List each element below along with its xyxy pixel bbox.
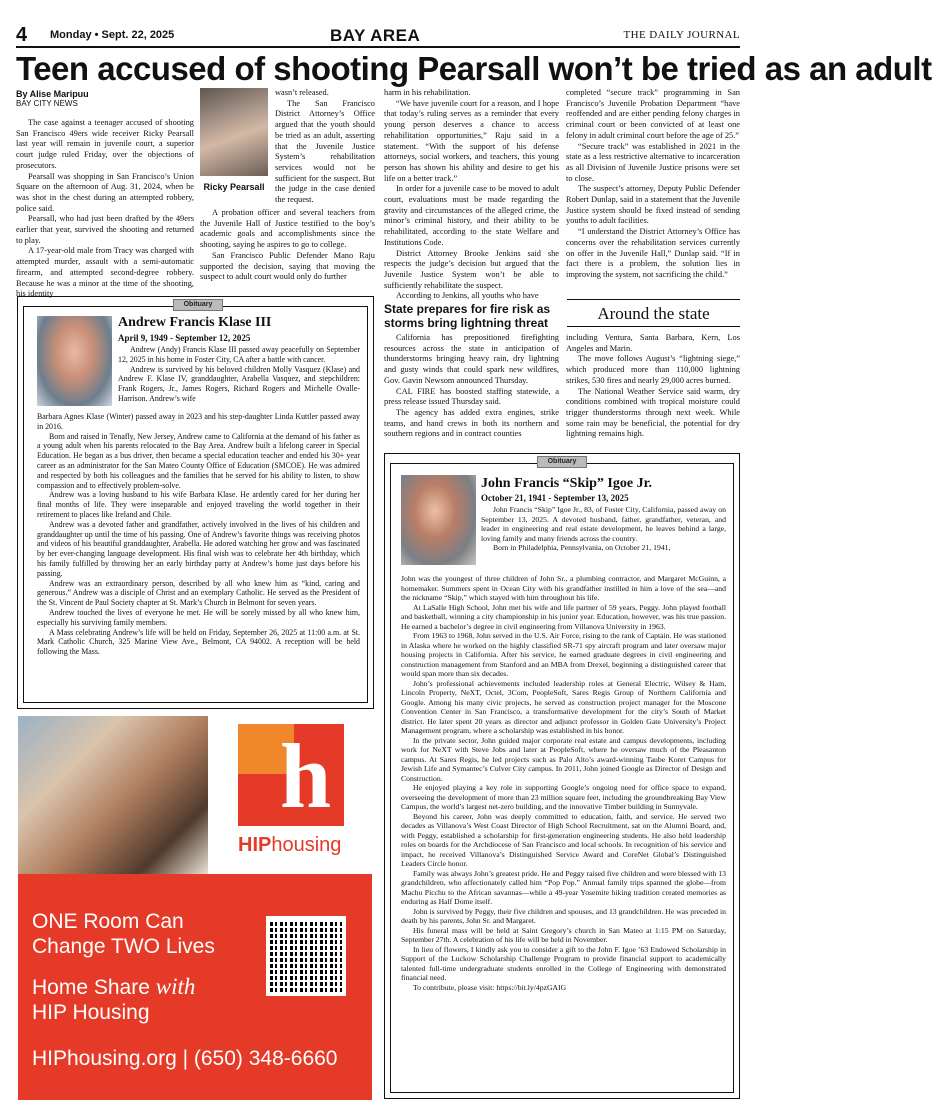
- photo-caption: Ricky Pearsall: [203, 182, 265, 192]
- paragraph: The San Francisco District Attorney’s Office argued that the youth should be tried as an adult, asserting that the Juvenile Justice System’s rehabilitation services would not be sufficient for the suspect. But the judge in the case denied the request.: [275, 98, 375, 205]
- ad-line-3-script: with: [155, 974, 196, 999]
- paragraph: Andrew was a devoted father and grandfather, actively involved in the lives of his children and granddaughter up until the time of his passing. One of Andrew’s favorite things was receiving photos and videos of his beautiful granddaughter, Arabella. He adored watching her grow and was fascinated by her ever-changing language development. His final wish was to celebrate her 4th birthday, which his family fulfilled by throwing her an early birthday party at Andrew’s home just days before his passing.: [37, 519, 360, 578]
- lead-column-4: [566, 88, 740, 281]
- lead-headline: Teen accused of shooting Pearsall won’t be tried as an adult: [16, 50, 932, 87]
- ad-line-3-text: Home Share: [32, 976, 156, 999]
- paragraph: His funeral mass will be held at Saint Gregory’s church in San Mateo at 1:15 PM on Saturday, September 27th. A celebration of his life will be held in November.: [401, 925, 726, 944]
- state-headline: State prepares for fire risk as storms bring lightning threat: [384, 302, 551, 330]
- paragraph: According to Jenkins, all youths who have: [396, 291, 539, 301]
- paragraph: In order for a juvenile case to be moved to adult court, evaluations must be made regarding the gravity and circumstances of the alleged crime, the minor’s criminal history, and their ability to be rehabilitated, according to the state Welfare and Institutions Code.: [384, 184, 559, 247]
- byline: By Alise Maripuu: [16, 89, 89, 99]
- paragraph: Born in Philadelphia, Pennsylvania, on October 21, 1941,: [493, 543, 671, 552]
- paragraph: Andrew touched the lives of everyone he met. He will be sorely missed by all who knew him, especially his surviving family members.: [37, 607, 360, 627]
- paragraph: John was the youngest of three children of John Sr., a plumbing contractor, and Margaret McGuinn, a homemaker. Summers spent in Ocean City with his grandfather instilled in him a love of the sea—and the nickname “Skip,” which stayed with him throughout his life.: [401, 574, 726, 602]
- paragraph: John Francis “Skip” Igoe Jr., 83, of Foster City, California, passed away on September 13, 2025. A devoted husband, father, grandfather, veteran, and leader in engineering and real estate development, he leaves behind a large, loving family and many friends across the country.: [481, 505, 726, 543]
- issue-date: Monday • Sept. 22, 2025: [50, 29, 175, 41]
- paragraph: A 17-year-old male from Tracy was charged with attempted murder, assault with a semi-automatic firearm, and attempted second-degree robbery. Because he was a minor at the time of the shooting, his identity: [16, 246, 194, 299]
- paragraph: Pearsall, who had just been drafted by the 49ers earlier that year, survived the shooting and returned to play.: [16, 214, 194, 245]
- header-rule: [16, 46, 740, 48]
- paragraph: “We have juvenile court for a reason, and I hope that today’s ruling serves as a reminder that every young person deserves a chance to access rehabilitation opportunities,” Raju said in a statement. “With the support of his defense attorneys, social workers, and teachers, this young person has shown his ability and desire to get his life on a better track.”: [384, 98, 559, 183]
- state-column-1: [384, 333, 559, 440]
- paragraph: completed “secure track” programming in San Francisco’s Juvenile Probation Department “have reoffended and are either pending felony charges in criminal court or been convicted of at least one felony in adult criminal court before the age of 25.”: [566, 88, 740, 140]
- paragraph: John is survived by Peggy, their five children and spouses, and 13 grandchildren. He was preceded in death by his parents, John Sr. and Margaret.: [401, 906, 726, 925]
- page-number: 4: [16, 24, 28, 46]
- paragraph: Pearsall was shopping in San Francisco’s Union Square on the afternoon of Aug. 31, 2024, when he was shot in the chest during an attempted robbery, police said.: [16, 171, 194, 213]
- obituary-dates: October 21, 1941 - September 13, 2025: [481, 493, 629, 503]
- paragraph: CAL FIRE has boosted staffing statewide, a press release issued Thursday said.: [384, 386, 559, 407]
- paragraph: The National Weather Service said warm, dry conditions combined with tropical moisture could trigger thunderstorms through next week. While some rain may be beneficial, the potential for dry lightning remains high.: [566, 386, 740, 439]
- lead-column-2a: [275, 88, 375, 206]
- obituary-tag: Obituary: [537, 456, 587, 468]
- paragraph: Andrew (Andy) Francis Klase III passed away peacefully on September 12, 2025 in his home in Foster City, CA after a battle with cancer.: [118, 345, 360, 364]
- obituary-intro: [481, 505, 726, 553]
- ad-line-4: HIP Housing: [32, 1001, 150, 1024]
- logo-suffix: housing: [271, 834, 342, 856]
- state-column-2: [566, 333, 740, 440]
- lead-column-1: [16, 118, 194, 300]
- logo-letter-h: h: [280, 725, 332, 827]
- ad-line-2: Change TWO Lives: [32, 935, 215, 958]
- paragraph: Andrew was a loving husband to his wife Barbara Klase. He ardently cared for her during her final months of life. They were inseparable and enjoyed traveling the world together in their retirement to places like Ireland and Chile.: [37, 490, 360, 519]
- paragraph: Born and raised in Tenafly, New Jersey, Andrew came to California at the demand of his father as a young adult when his parents relocated to the Bay Area. Andrew built a lifelong career in Special Education. He began as a bus driver, then became a special education teacher and ended his 30+ year career as an administrator for the San Mateo County Office of Education (SMCOE). He was admired and respected by both his colleagues and the families that he served for his ability to listen, to show compassion and to effectively problem-solve.: [37, 431, 360, 490]
- obituary-body: [37, 412, 360, 657]
- paragraph: In lieu of flowers, I kindly ask you to consider a gift to the John F. Igoe ’63 Endowed Scholarship in Support of the Luckow Scholarship Challenge Program to provide financial support to academically talented full-time undergraduate students enrolled in the College of Engineering with demonstrated financial need.: [401, 944, 726, 982]
- paragraph: Beyond his career, John was deeply committed to education, faith, and service. He served two decades as Villanova’s West Coast Director of High School Recruitment, sat on the Alumni Board, and, with Peggy, established a scholarship for first-generation engineering students. He also held leadership roles on boards for the Archdiocese of San Francisco and local schools. In recognition of his service and impact, he received Villanova’s Distinguished Service Award and CoreNet Global’s Distinguished Leaders Circle honor.: [401, 811, 726, 868]
- ricky-pearsall-photo: [200, 88, 268, 176]
- obituary-name: John Francis “Skip” Igoe Jr.: [481, 476, 653, 491]
- paragraph: including Ventura, Santa Barbara, Kern, Los Angeles and Marin.: [566, 333, 740, 353]
- paragraph: A probation officer and several teachers from the Juvenile Hall of Justice testified to the boy’s academic goals and accomplishments since the shooting, saying he aspires to go to college.: [200, 208, 375, 250]
- obituary-body: [401, 574, 726, 992]
- paragraph: San Francisco Public Defender Mano Raju supported the decision, saying that moving the suspect to adult court would only do further: [200, 250, 375, 282]
- section-title: BAY AREA: [330, 26, 421, 45]
- logo-wordmark: [238, 834, 341, 857]
- obituary-tag: Obituary: [173, 299, 223, 311]
- paragraph: To contribute, please visit: https://bit.ly/4pzGAIG: [413, 982, 567, 992]
- paragraph: District Attorney Brooke Jenkins said she respects the judge’s decision but argued that the Juvenile Justice System won’t be able to sufficiently rehabilitate the suspect.: [384, 248, 559, 290]
- obituary-klase: [17, 296, 374, 709]
- around-the-state-label: Around the state: [567, 299, 740, 327]
- paragraph: harm in his rehabilitation.: [384, 88, 471, 97]
- ad-line-1: ONE Room Can: [32, 910, 184, 933]
- lead-column-3: [384, 88, 559, 302]
- logo-prefix: HIP: [238, 834, 272, 856]
- qr-code[interactable]: [266, 916, 346, 996]
- paragraph: In the private sector, John guided major corporate real estate and campus developments, including work for NeXT with Steve Jobs and later at PeopleSoft, where he oversaw much of the Pleasanton campus. At Sares Regis, he led projects such as Palo Alto’s award-winning Taube Koret Campus for Jewish Life and Symantec’s Culver City campus. In 2011, John joined Google as Director of Design and Construction.: [401, 735, 726, 783]
- obituary-dates: April 9, 1949 - September 12, 2025: [118, 333, 251, 343]
- ad-logo-panel: [208, 716, 372, 874]
- paragraph: Barbara Agnes Klase (Winter) passed away in 2023 and his step-daughter Linda Kuttler passed away in 2016.: [37, 412, 360, 431]
- paragraph: “I understand the District Attorney’s Office has concerns over the rehabilitation services currently on offer in the Juvenile Hall,” Dunlap said. “If in fact there is a problem, the solution lies in improving the system, not sacrificing the child.”: [566, 227, 740, 279]
- klase-portrait-photo: [37, 316, 112, 406]
- paragraph: California has prepositioned firefighting resources across the state in anticipation of thunderstorms bringing heavy rain, dry lightning and gusty winds that could spark new wildfires, Gov. Gavin Newsom announced Thursday.: [384, 333, 559, 385]
- paragraph: Family was always John’s greatest pride. He and Peggy raised five children and were blessed with 13 grandchildren, who affectionately called him “Pop Pop.” Annual family trips spanned the globe—from Machu Picchu to the African savannas—while a 49-year Yosemite hiking tradition created memories as enduring as Half Dome itself.: [401, 868, 726, 906]
- paragraph: The suspect’s attorney, Deputy Public Defender Robert Dunlap, said in a statement that the Juvenile Justice system should be fixed instead of sending youths to adult facilities.: [566, 184, 740, 226]
- igoe-portrait-photo: [401, 475, 476, 565]
- paragraph: The agency has added extra engines, strike teams, and hand crews in both its northern and southern regions and in contract counties: [384, 407, 559, 439]
- obituary-intro: [118, 345, 360, 404]
- paragraph: The move follows August’s “lightning siege,” which produced more than 110,000 lightning strikes, 530 fires and nearly 29,000 acres burned.: [566, 354, 740, 385]
- obituary-name: Andrew Francis Klase III: [118, 315, 272, 330]
- newspaper-name: THE DAILY JOURNAL: [623, 29, 740, 41]
- ad-footer-link[interactable]: HIPhousing.org | (650) 348-6660: [32, 1047, 338, 1070]
- hip-housing-ad[interactable]: [18, 716, 372, 1100]
- paragraph: A Mass celebrating Andrew’s life will be held on Friday, September 26, 2025 at 11:00 a.m. at St. Mark Catholic Church, 325 Marine View Ave., Belmont, CA 94002. A reception will be held following the Mass.: [37, 627, 360, 657]
- paragraph: The case against a teenager accused of shooting San Francisco 49ers wide receiver Ricky Pearsall last year will remain in juvenile court, a superior court judge ruled Friday, over the objections of prosecutors.: [16, 118, 194, 170]
- lead-column-2b: [200, 208, 375, 283]
- paragraph: From 1963 to 1968, John served in the U.S. Air Force, rising to the rank of Captain. He was stationed in Alaska where he worked on the highly classified SR-71 spy aircraft program and later oversaw major housing projects in California. After his service, he earned graduate degrees in civil engineering and construction management from Stanford and an MBA from Drexel, beginning a distinguished career that would span more than six decades.: [401, 631, 726, 678]
- paragraph: Andrew is survived by his beloved children Molly Vasquez (Klase) and Andrew F. Klase IV, granddaughter, Arabella Vasquez, and stepchildren: Frank Rogers, Jr., James Rogers, Richard Rogers and Michelle Ovalle-Harrison. Andrew’s wife: [118, 364, 360, 403]
- ad-photo-two-women-dining: [18, 716, 208, 874]
- ad-line-3: [32, 974, 195, 1000]
- paragraph: At LaSalle High School, John met his wife and life partner of 59 years, Peggy. John played football and basketball, winning a city championship in his junior year. Education, however, was his true passion. He earned a bachelor’s degree in civil engineering from Villanova University in 1963.: [401, 602, 726, 631]
- paragraph: John’s professional achievements included leadership roles at General Electric, Wilsey & Ham, Lincoln Property, NeXT, Octel, 3Com, PeopleSoft, Sares Regis Group of Northern California and Google. Among his many civic projects, he served as construction project manager for the Moscone Convention Center in San Francisco, a transformative development for the city’s South of Market district. He later spent 20 years as director and adjunct professor in Golden Gate University’s Project Management program, where a scholarship was established in his honor.: [401, 678, 726, 735]
- paragraph: wasn’t released.: [275, 88, 329, 97]
- paragraph: Andrew was an extraordinary person, described by all who knew him as “kind, caring and generous.” Andrew was a disciple of Christ and an exemplary Catholic. He served as the President of the St. Vincent de Paul Society chapter at St. Mark’s Church in Belmont for seven years.: [37, 578, 360, 608]
- paragraph: “Secure track” was established in 2021 in the state as a less restrictive alternative to incarceration as all Division of Juvenile Justice prisons were set to close.: [566, 141, 740, 183]
- byline-org: BAY CITY NEWS: [16, 99, 78, 108]
- obituary-igoe: [384, 453, 740, 1099]
- paragraph: He enjoyed playing a key role in supporting Google’s ongoing need for office space to expand, overseeing the development of more than 23 million square feet, including the groundbreaking Bay View Campus, the world’s largest net-zero building, and the innovative Timber building in Sunnyvale.: [401, 783, 726, 811]
